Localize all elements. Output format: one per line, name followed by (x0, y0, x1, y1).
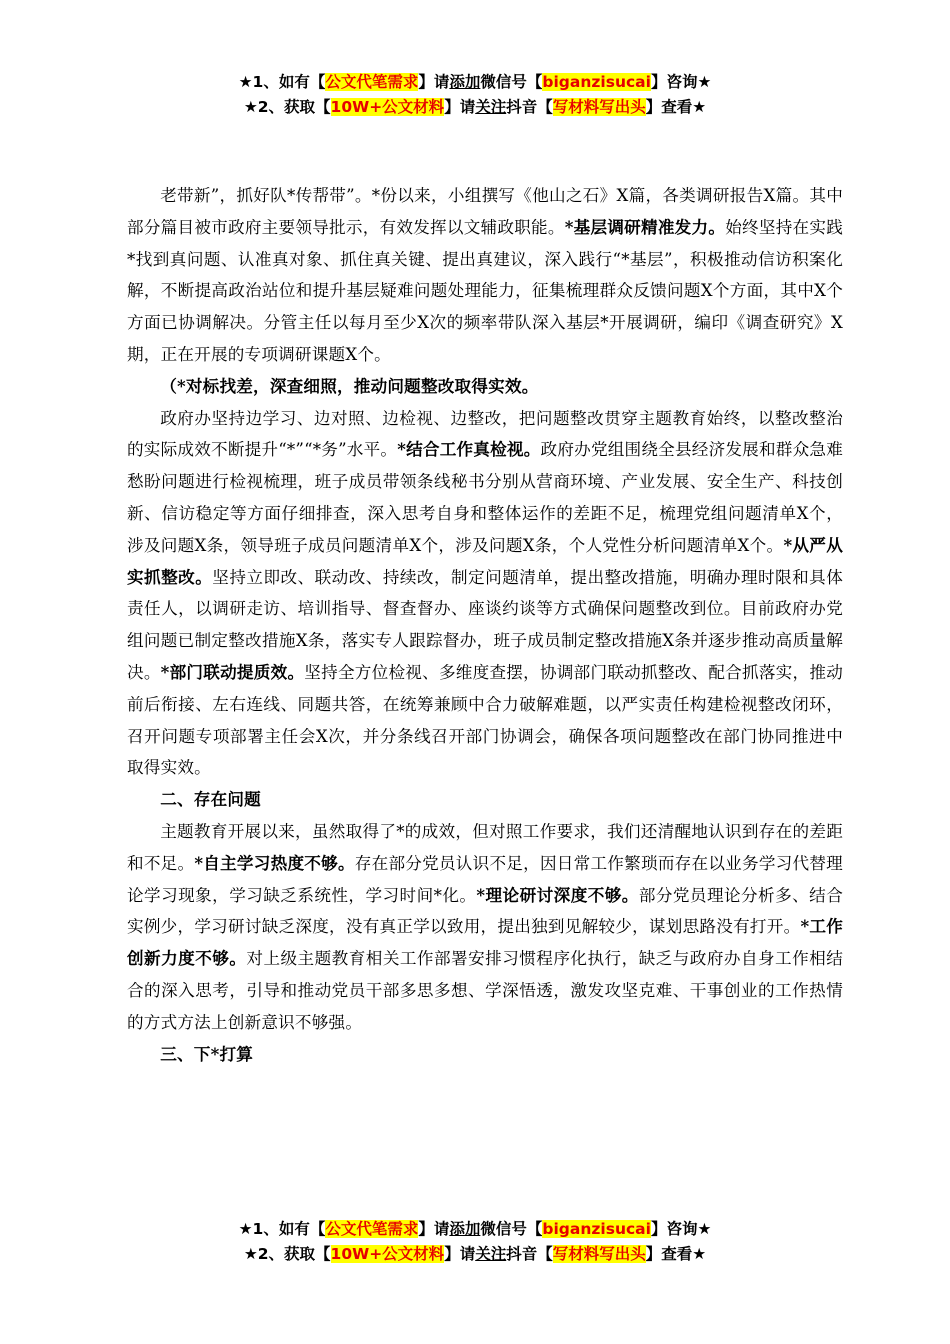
document-body (127, 180, 843, 1070)
header-banner (0, 70, 950, 120)
footer-banner (0, 1217, 950, 1267)
highlight-wechat-id: biganzisucai (542, 73, 651, 91)
highlight-materials: 10W+公文材料 (330, 98, 445, 116)
highlight-douyin: 写材料写出头 (552, 98, 646, 116)
paragraph-2: 政府办坚持边学习、边对照、边检视、边整改，把问题整改贯穿主题教育始终，以整改整治的实际成效不断提升“*”“*务”水平。*结合工作真检视。政府办党组围绕全县经济发展和群众急难愁盼问题进行检视梳理，班子成员带领条线秘书分别从营商环境、产业发展、安全生产、科技创新、信访稳定等方面仔细排查，深入思考自身和整体运作的差距不足，梳理党组问题清单X个，涉及问题X条，领导班子成员问题清单X个，涉及问题X条，个人党性分析问题清单X个。*从严从实抓整改。坚持立即改、联动改、持续改，制定问题清单，提出整改措施，明确办理时限和具体责任人，以调研走访、培训指导、督查督办、座谈约谈等方式确保问题整改到位。目前政府办党组问题已制定整改措施X条，落实专人跟踪督办，班子成员制定整改措施X条并逐步推动高质量解决。*部门联动提质效。坚持全方位检视、多维度查摆，协调部门联动抓整改、配合抓落实，推动前后衔接、左右连线、同题共答，在统筹兼顾中合力破解难题，以严实责任构建检视整改闭环，召开问题专项部署主任会X次，并分条线召开部门协调会，确保各项问题整改在部门协同推进中取得实效。 (127, 408, 844, 778)
banner-line-1: ★1、如有【公文代笔需求】请添加微信号【biganzisucai】咨询★ (238, 1220, 712, 1238)
highlight-service: 公文代笔需求 (325, 1220, 419, 1238)
highlight-wechat-id: biganzisucai (542, 1220, 651, 1238)
section-heading-plans: 三、下*打算 (160, 1043, 254, 1064)
highlight-service: 公文代笔需求 (325, 73, 419, 91)
banner-line-1: ★1、如有【公文代笔需求】请添加微信号【biganzisucai】咨询★ (238, 73, 712, 91)
paragraph-1: 老带新”，抓好队*传帮带”。*份以来，小组撰写《他山之石》X篇，各类调研报告X篇。其中部分篇目被市政府主要领导批示，有效发挥以文辅政职能。*基层调研精准发力。始终坚持在实践*找到真问题、认准真对象、抓住真关键、提出真建议，深入践行“*基层”，积极推动信访积案化解，不断提高政治站位和提升基层疑难问题处理能力，征集梳理群众反馈问题X个方面，其中X个方面已协调解决。分管主任以每月至少X次的频率带队深入基层*开展调研，编印《调查研究》X期，正在开展的专项调研课题X个。 (127, 186, 843, 364)
section-heading-rectification: （*对标找差，深查细照，推动问题整改取得实效。 (160, 375, 539, 396)
paragraph-3: 主题教育开展以来，虽然取得了*的成效，但对照工作要求，我们还清醒地认识到存在的差距和不足。*自主学习热度不够。存在部分党员认识不足，因日常工作繁琐而存在以业务学习代替理论学习现象，学习缺乏系统性，学习时间*化。*理论研讨深度不够。部分党员理论分析多、结合实例少，学习研讨缺乏深度，没有真正学以致用，提出独到见解较少，谋划思路没有打开。*工作创新力度不够。对上级主题教育相关工作部署安排习惯程序化执行，缺乏与政府办自身工作相结合的深入思考，引导和推动党员干部多思多想、学深悟透，激发攻坚克难、干事创业的工作热情的方式方法上创新意识不够强。 (127, 821, 844, 1032)
section-heading-problems: 二、存在问题 (160, 789, 261, 810)
highlight-douyin: 写材料写出头 (552, 1245, 646, 1263)
highlight-materials: 10W+公文材料 (330, 1245, 445, 1263)
banner-line-2: ★2、获取【10W+公文材料】请关注抖音【写材料写出头】查看★ (243, 98, 707, 116)
banner-line-2: ★2、获取【10W+公文材料】请关注抖音【写材料写出头】查看★ (243, 1245, 707, 1263)
